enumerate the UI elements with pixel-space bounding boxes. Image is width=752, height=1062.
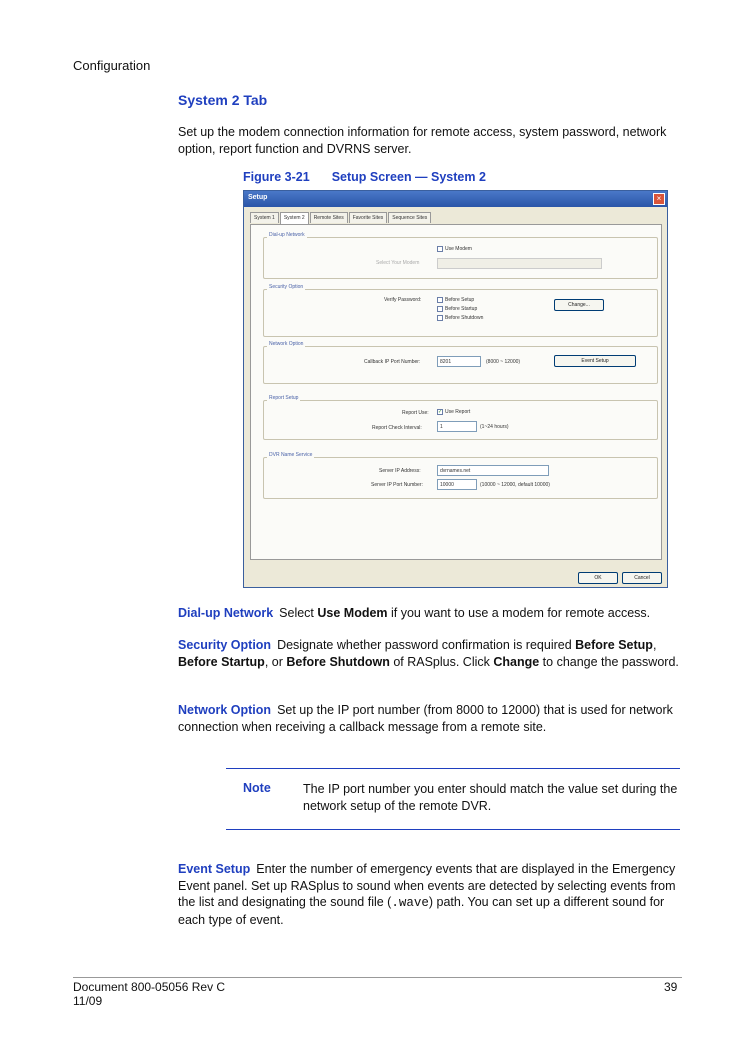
before-shutdown-checkbox[interactable] (437, 315, 443, 321)
dialup-group-label: Dial-up Network (269, 232, 305, 238)
use-report-label: Use Report (445, 409, 471, 415)
use-modem-checkbox[interactable] (437, 246, 443, 252)
security-text-3: , or (264, 654, 287, 669)
before-startup-label: Before Startup (445, 306, 478, 312)
dialup-paragraph (178, 605, 688, 622)
footer-left (73, 980, 225, 1008)
report-interval-input[interactable]: 1 (437, 421, 477, 432)
dialup-group (263, 232, 658, 279)
event-text-1: Enter the number of emergency events that are displayed in the Emergency Event panel. Set up RASplus to sound when events are detected by selecting events from the list and designating the sound file ( (178, 862, 676, 909)
security-group (263, 284, 658, 337)
callback-port-range: (8000 ~ 12000) (486, 359, 521, 365)
dialup-text-1: Select (279, 606, 318, 620)
server-address-input[interactable]: dvrnames.net (437, 465, 549, 476)
before-setup-label: Before Setup (445, 297, 475, 303)
security-bold-3: Before Shutdown (286, 654, 390, 669)
select-modem-label: Select Your Modem (376, 260, 420, 266)
figure-caption (243, 170, 486, 184)
use-modem-label: Use Modem (445, 246, 472, 252)
security-group-label: Security Option (269, 284, 304, 290)
before-setup-checkbox[interactable] (437, 297, 443, 303)
event-text-2: ) path. You can set up a different sound for each type of event. (178, 895, 665, 927)
event-setup-button[interactable]: Event Setup (554, 355, 636, 367)
security-paragraph (178, 637, 688, 670)
security-text-2: , (652, 638, 657, 652)
server-address-label: Server IP Address: (379, 468, 421, 474)
security-bold-4: Change (493, 654, 540, 669)
ok-button[interactable]: OK (578, 572, 618, 584)
dialup-text-2: if you want to use a modem for remote access. (387, 606, 651, 620)
note-top-rule (226, 768, 680, 769)
network-paragraph (178, 702, 688, 735)
security-bold-2: Before Startup (178, 654, 265, 669)
report-group-label: Report Setup (269, 395, 299, 401)
network-group (263, 341, 658, 384)
security-text-4: of RASplus. Click (389, 654, 494, 669)
intro-paragraph: Set up the modem connection information for remote access, system password, network option, report function and DVRNS server. (178, 125, 667, 156)
network-group-label: Network Option (269, 341, 304, 347)
callback-port-input[interactable]: 8201 (437, 356, 481, 367)
network-text-1: Set up the IP port number (from 8000 to 12000) that is used for network connection when receiving a callback message from a remote site. (178, 703, 673, 734)
security-term: Security Option (178, 638, 272, 652)
report-group (263, 395, 658, 440)
report-use-label: Report Use: (402, 410, 429, 416)
verify-password-label: Verify Password: (384, 297, 422, 303)
tab-strip (250, 212, 432, 224)
before-shutdown-label: Before Shutdown (445, 315, 484, 321)
tab-sequence-sites[interactable]: Sequence Sites (388, 212, 431, 223)
event-code: .wave (391, 896, 429, 910)
server-port-input[interactable]: 10000 (437, 479, 477, 490)
network-term: Network Option (178, 703, 272, 717)
close-icon[interactable]: × (653, 193, 665, 205)
tab-remote-sites[interactable]: Remote Sites (310, 212, 348, 223)
footer-document: Document 800-05056 Rev C (73, 980, 226, 994)
before-startup-checkbox[interactable] (437, 306, 443, 312)
note-text: The IP port number you enter should match the value set during the network setup of the remote DVR. (303, 782, 678, 813)
select-modem-dropdown[interactable] (437, 258, 602, 269)
server-port-label: Server IP Port Number: (371, 482, 423, 488)
note-label: Note (243, 781, 271, 795)
dvrns-group (263, 452, 658, 499)
event-setup-paragraph (178, 861, 688, 928)
running-header: Configuration (73, 58, 151, 73)
footer-date: 11/09 (73, 994, 103, 1008)
dialup-term: Dial-up Network (178, 606, 274, 620)
tab-pane (250, 224, 662, 560)
dialog-title: Setup (248, 194, 268, 201)
setup-dialog (243, 190, 668, 588)
note-bottom-rule (226, 829, 680, 830)
report-interval-hint: (1~24 hours) (480, 424, 509, 430)
tab-system-1[interactable]: System 1 (250, 212, 279, 223)
section-heading: System 2 Tab (178, 92, 268, 108)
dialup-bold-1: Use Modem (317, 606, 388, 620)
tab-system-2[interactable]: System 2 (280, 212, 309, 224)
callback-port-label: Callback IP Port Number: (364, 359, 421, 365)
dvrns-group-label: DVR Name Service (269, 452, 313, 458)
dialog-title-bar (244, 191, 667, 207)
server-port-hint: (10000 ~ 12000, default 10000) (480, 482, 550, 488)
cancel-button[interactable]: Cancel (622, 572, 662, 584)
figure-number: Figure 3-21 (243, 170, 310, 184)
tab-favorite-sites[interactable]: Favorite Sites (349, 212, 388, 223)
change-button[interactable]: Change... (554, 299, 604, 311)
use-report-checkbox[interactable]: ✓ (438, 409, 443, 415)
page-number: 39 (664, 980, 678, 994)
security-text-5: to change the password. (539, 654, 679, 669)
report-interval-label: Report Check Interval: (372, 425, 422, 431)
security-text-1: Designate whether password confirmation is required (277, 638, 576, 652)
footer-rule (73, 977, 682, 978)
figure-title: Setup Screen — System 2 (331, 170, 486, 184)
event-term: Event Setup (178, 862, 251, 876)
security-bold-1: Before Setup (575, 638, 653, 652)
